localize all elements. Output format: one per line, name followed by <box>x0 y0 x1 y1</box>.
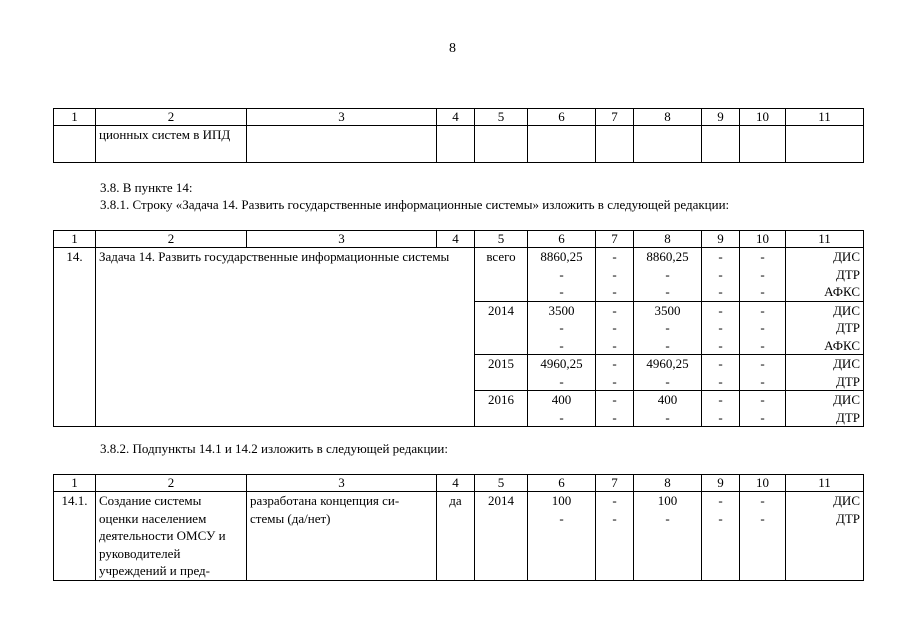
column-header: 8 <box>634 231 702 248</box>
cell-stack <box>740 248 786 302</box>
cell-line: ДТР <box>835 373 860 389</box>
column-header: 3 <box>247 231 437 248</box>
cell-stack <box>634 248 702 302</box>
column-header: 3 <box>247 109 437 126</box>
column-header: 4 <box>437 231 475 248</box>
row-number: 14.1. <box>54 492 96 581</box>
column-header: 5 <box>475 231 528 248</box>
column-header: 11 <box>786 231 864 248</box>
paragraph-3-8-2: 3.8.2. Подпункты 14.1 и 14.2 изложить в следующей редакции: <box>100 441 448 456</box>
cell-line: - <box>559 510 564 526</box>
column-header: 9 <box>702 231 740 248</box>
cell-year: 2014 <box>475 492 528 581</box>
table-row <box>54 126 864 163</box>
table-header-row <box>54 475 864 492</box>
column-header: 2 <box>96 231 247 248</box>
column-header: 7 <box>596 475 634 492</box>
column-header: 4 <box>437 109 475 126</box>
cell-stack <box>740 391 786 427</box>
table-header-row <box>54 109 864 126</box>
column-header: 5 <box>475 109 528 126</box>
cell-line: 400 <box>551 392 572 407</box>
cell-line: 4960,25 <box>540 356 583 371</box>
cell-line: - <box>718 284 723 299</box>
cell-line: АФКС <box>824 284 860 299</box>
column-header: 7 <box>596 109 634 126</box>
cell-stack <box>786 301 864 355</box>
cell-stack <box>596 301 634 355</box>
column-header: 2 <box>96 109 247 126</box>
cell-line: - <box>612 409 617 425</box>
column-header: 5 <box>475 475 528 492</box>
cell-line: - <box>612 493 617 508</box>
cell-stack <box>596 492 634 581</box>
cell-line: - <box>665 337 670 353</box>
cell-stack <box>528 355 596 391</box>
column-header: 1 <box>54 109 96 126</box>
cell-stack <box>596 391 634 427</box>
cell-line: - <box>559 373 564 389</box>
cell-line: ДИС <box>833 356 860 371</box>
cell-line: - <box>612 249 617 264</box>
cell-stack <box>634 355 702 391</box>
cell-line: - <box>612 302 617 318</box>
cell-line: - <box>718 249 723 264</box>
cell-line: ДИС <box>833 249 860 264</box>
cell-line: - <box>760 392 765 407</box>
cell-line: - <box>760 302 765 318</box>
table-row <box>54 492 864 581</box>
cell-year: 2014 <box>475 301 528 355</box>
cell-line: - <box>760 320 765 335</box>
cell-stack <box>634 492 702 581</box>
cell-line: - <box>612 356 617 371</box>
column-header: 7 <box>596 231 634 248</box>
cell-stack <box>740 301 786 355</box>
cell-stack <box>740 492 786 581</box>
cell-line: ДТР <box>835 409 860 425</box>
cell-line: - <box>665 373 670 389</box>
cell-line: - <box>665 510 670 526</box>
cell-line: 100 <box>551 493 572 508</box>
cell-line: - <box>612 266 617 282</box>
cell-line: 3500 <box>654 302 681 318</box>
cell-line: ДТР <box>835 320 860 335</box>
cell-line: - <box>612 337 617 353</box>
cell-line: - <box>718 320 723 335</box>
cell-line: - <box>718 392 723 407</box>
column-header: 11 <box>786 475 864 492</box>
cell-line: 8860,25 <box>646 249 689 264</box>
column-header: 10 <box>740 475 786 492</box>
cell-line: ДИС <box>833 493 860 508</box>
cell-stack <box>596 355 634 391</box>
column-header: 9 <box>702 475 740 492</box>
column-header: 8 <box>634 475 702 492</box>
cell-stack <box>786 248 864 302</box>
column-header: 8 <box>634 109 702 126</box>
cell-line: - <box>612 373 617 389</box>
cell-stack <box>702 248 740 302</box>
column-header: 2 <box>96 475 247 492</box>
task-title: Задача 14. Развить государственные информационные системы <box>96 248 475 427</box>
cell-line: - <box>612 320 617 335</box>
table-header-row <box>54 231 864 248</box>
column-header: 6 <box>528 109 596 126</box>
cell-line: 4960,25 <box>646 356 689 371</box>
table-task-14 <box>53 230 864 427</box>
cell-stack <box>634 301 702 355</box>
cell-year: всего <box>475 248 528 302</box>
column-header: 4 <box>437 475 475 492</box>
cell-line: 3500 <box>548 302 575 318</box>
cell-stack <box>528 492 596 581</box>
cell-line: - <box>559 337 564 353</box>
cell-line: АФКС <box>824 337 860 353</box>
cell-line: ДИС <box>833 302 860 318</box>
cell-line: - <box>718 510 723 526</box>
column-header: 10 <box>740 231 786 248</box>
cell-stack <box>528 248 596 302</box>
column-header: 9 <box>702 109 740 126</box>
cell-line: - <box>718 493 723 508</box>
cell-stack <box>528 301 596 355</box>
cell-year: 2016 <box>475 391 528 427</box>
row-number: 14. <box>54 248 96 427</box>
cell-line: 400 <box>657 392 678 407</box>
column-header: 6 <box>528 475 596 492</box>
paragraph-3-8-1: 3.8.1. Строку «Задача 14. Развить государственные информационные системы» изложить в следующей редакции: <box>100 197 730 212</box>
cell-line: - <box>760 337 765 353</box>
cell-line: - <box>612 284 617 299</box>
cell-line: - <box>718 373 723 389</box>
cell-stack <box>702 355 740 391</box>
cell-line: - <box>760 493 765 508</box>
cell-line: - <box>559 266 564 282</box>
cell-line: - <box>665 284 670 299</box>
cell-line: - <box>760 284 765 299</box>
cell-text: разработана концепция си-стемы (да/нет) <box>247 492 437 581</box>
cell-line: - <box>718 409 723 425</box>
cell-line: - <box>760 510 765 526</box>
cell-stack <box>786 391 864 427</box>
cell-line: - <box>760 266 765 282</box>
cell-line: - <box>760 409 765 425</box>
cell-line: - <box>760 249 765 264</box>
cell-line: - <box>612 510 617 526</box>
paragraph-3-8: 3.8. В пункте 14: <box>100 180 193 195</box>
column-header: 10 <box>740 109 786 126</box>
cell-line: - <box>760 356 765 371</box>
column-header: 3 <box>247 475 437 492</box>
table-continuation <box>53 108 864 163</box>
cell-line: 100 <box>657 493 678 508</box>
cell-line: ДИС <box>833 392 860 407</box>
table-subitem-14-1 <box>53 474 864 581</box>
cell-line: - <box>718 266 723 282</box>
cell-line: - <box>718 302 723 318</box>
cell-text: ционных систем в ИПД <box>96 126 247 163</box>
cell-line: - <box>612 392 617 407</box>
cell-stack <box>786 355 864 391</box>
column-header: 1 <box>54 231 96 248</box>
cell-text: Создание системы оценки населением деятельности ОМСУ и руководителей учреждений и пред- <box>96 492 247 581</box>
cell-line: ДТР <box>835 266 860 282</box>
cell-line: - <box>760 373 765 389</box>
cell-line: - <box>559 284 564 299</box>
page-number: 8 <box>449 41 456 56</box>
cell-line: - <box>559 320 564 335</box>
cell-line: 8860,25 <box>540 249 583 264</box>
cell-stack <box>702 492 740 581</box>
cell-stack <box>786 492 864 581</box>
column-header: 1 <box>54 475 96 492</box>
cell-stack <box>740 355 786 391</box>
cell-stack <box>702 301 740 355</box>
cell-line: - <box>665 409 670 425</box>
cell-line: - <box>665 320 670 335</box>
cell-stack <box>596 248 634 302</box>
column-header: 6 <box>528 231 596 248</box>
column-header: 11 <box>786 109 864 126</box>
cell-line: - <box>559 409 564 425</box>
cell-line: - <box>665 266 670 282</box>
cell-value: да <box>437 492 475 581</box>
cell-stack <box>702 391 740 427</box>
cell-line: - <box>718 356 723 371</box>
cell-line: ДТР <box>835 510 860 526</box>
cell-stack <box>528 391 596 427</box>
cell-line: - <box>718 337 723 353</box>
table-row <box>54 248 864 302</box>
cell-stack <box>634 391 702 427</box>
cell-year: 2015 <box>475 355 528 391</box>
